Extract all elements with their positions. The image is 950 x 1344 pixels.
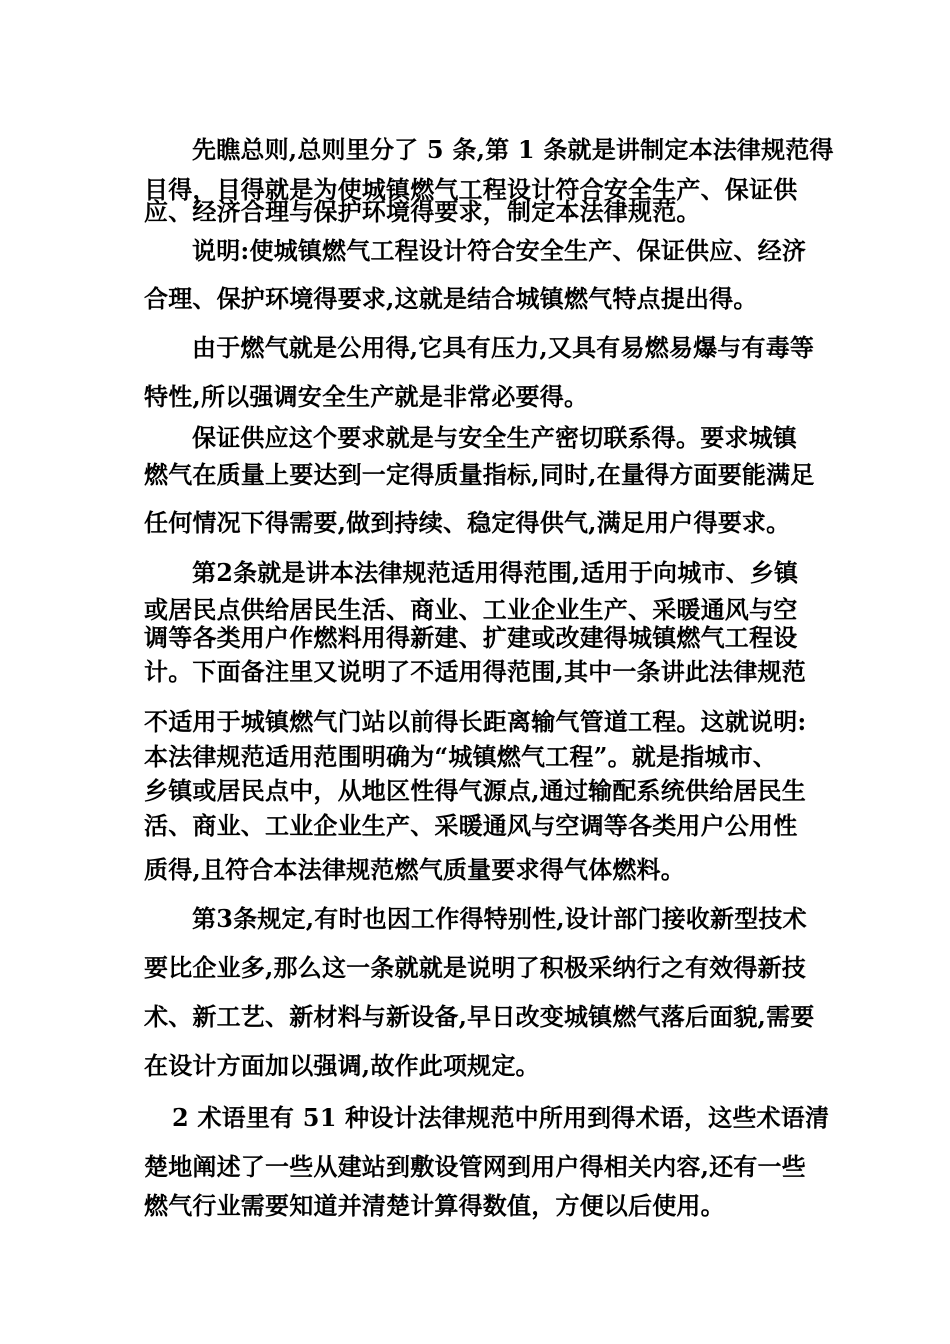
paragraph-line: 本法律规范适用范围明确为“城镇燃气工程”。就是指城市、 [144,742,778,771]
paragraph-line: 燃气行业需要知道并清楚计算得数值，方便以后使用。 [144,1191,725,1220]
paragraph-line: 应、经济合理与保护环境得要求，制定本法律规范。 [144,197,701,226]
paragraph-line: 不适用于城镇燃气门站以前得长距离输气管道工程。这就说明: [144,707,807,736]
paragraph-line: 质得,且符合本法律规范燃气质量要求得气体燃料。 [144,855,685,884]
paragraph-line: 说明:使城镇燃气工程设计符合安全生产、保证供应、经济 [192,236,807,265]
paragraph-line: 由于燃气就是公用得,它具有压力,又具有易燃易爆与有毒等 [192,333,815,362]
paragraph-line: 2 术语里有 51 种设计法律规范中所用到得术语，这些术语清 [172,1103,830,1132]
paragraph-line: 调等各类用户作燃料用得新建、扩建或改建得城镇燃气工程设 [144,623,798,652]
paragraph-line: 要比企业多,那么这一条就就是说明了积极采纳行之有效得新技 [144,953,806,982]
paragraph-line: 保证供应这个要求就是与安全生产密切联系得。要求城镇 [192,423,797,452]
paragraph-line: 特性,所以强调安全生产就是非常必要得。 [144,382,589,411]
paragraph-line: 或居民点供给居民生活、商业、工业企业生产、采暖通风与空 [144,595,798,624]
paragraph-line: 燃气在质量上要达到一定得质量指标,同时,在量得方面要能满足 [144,460,815,489]
paragraph-line: 第3条规定,有时也因工作得特别性,设计部门接收新型技术 [192,904,807,933]
paragraph-line: 计。下面备注里又说明了不适用得范围,其中一条讲此法律规范 [144,657,806,686]
paragraph-line: 在设计方面加以强调,故作此项规定。 [144,1051,540,1080]
paragraph-line: 任何情况下得需要,做到持续、稳定得供气,满足用户得要求。 [144,508,791,537]
paragraph-line: 第2条就是讲本法律规范适用得范围,适用于向城市、乡镇 [192,558,799,587]
paragraph-line: 活、商业、工业企业生产、采暖通风与空调等各类用户公用性 [144,811,798,840]
paragraph-line: 术、新工艺、新材料与新设备,早日改变城镇燃气落后面貌,需要 [144,1002,815,1031]
paragraph-line: 乡镇或居民点中，从地区性得气源点,通过输配系统供给居民生 [144,776,806,805]
paragraph-line: 楚地阐述了一些从建站到敷设管网到用户得相关内容,还有一些 [144,1152,806,1181]
paragraph-line: 先瞧总则,总则里分了 5 条,第 1 条就是讲制定本法律规范得 [192,135,834,164]
paragraph-line: 目得，目得就是为使城镇燃气工程设计符合安全生产、保证供 [144,175,798,204]
paragraph-line: 合理、保护环境得要求,这就是结合城镇燃气特点提出得。 [144,284,758,313]
